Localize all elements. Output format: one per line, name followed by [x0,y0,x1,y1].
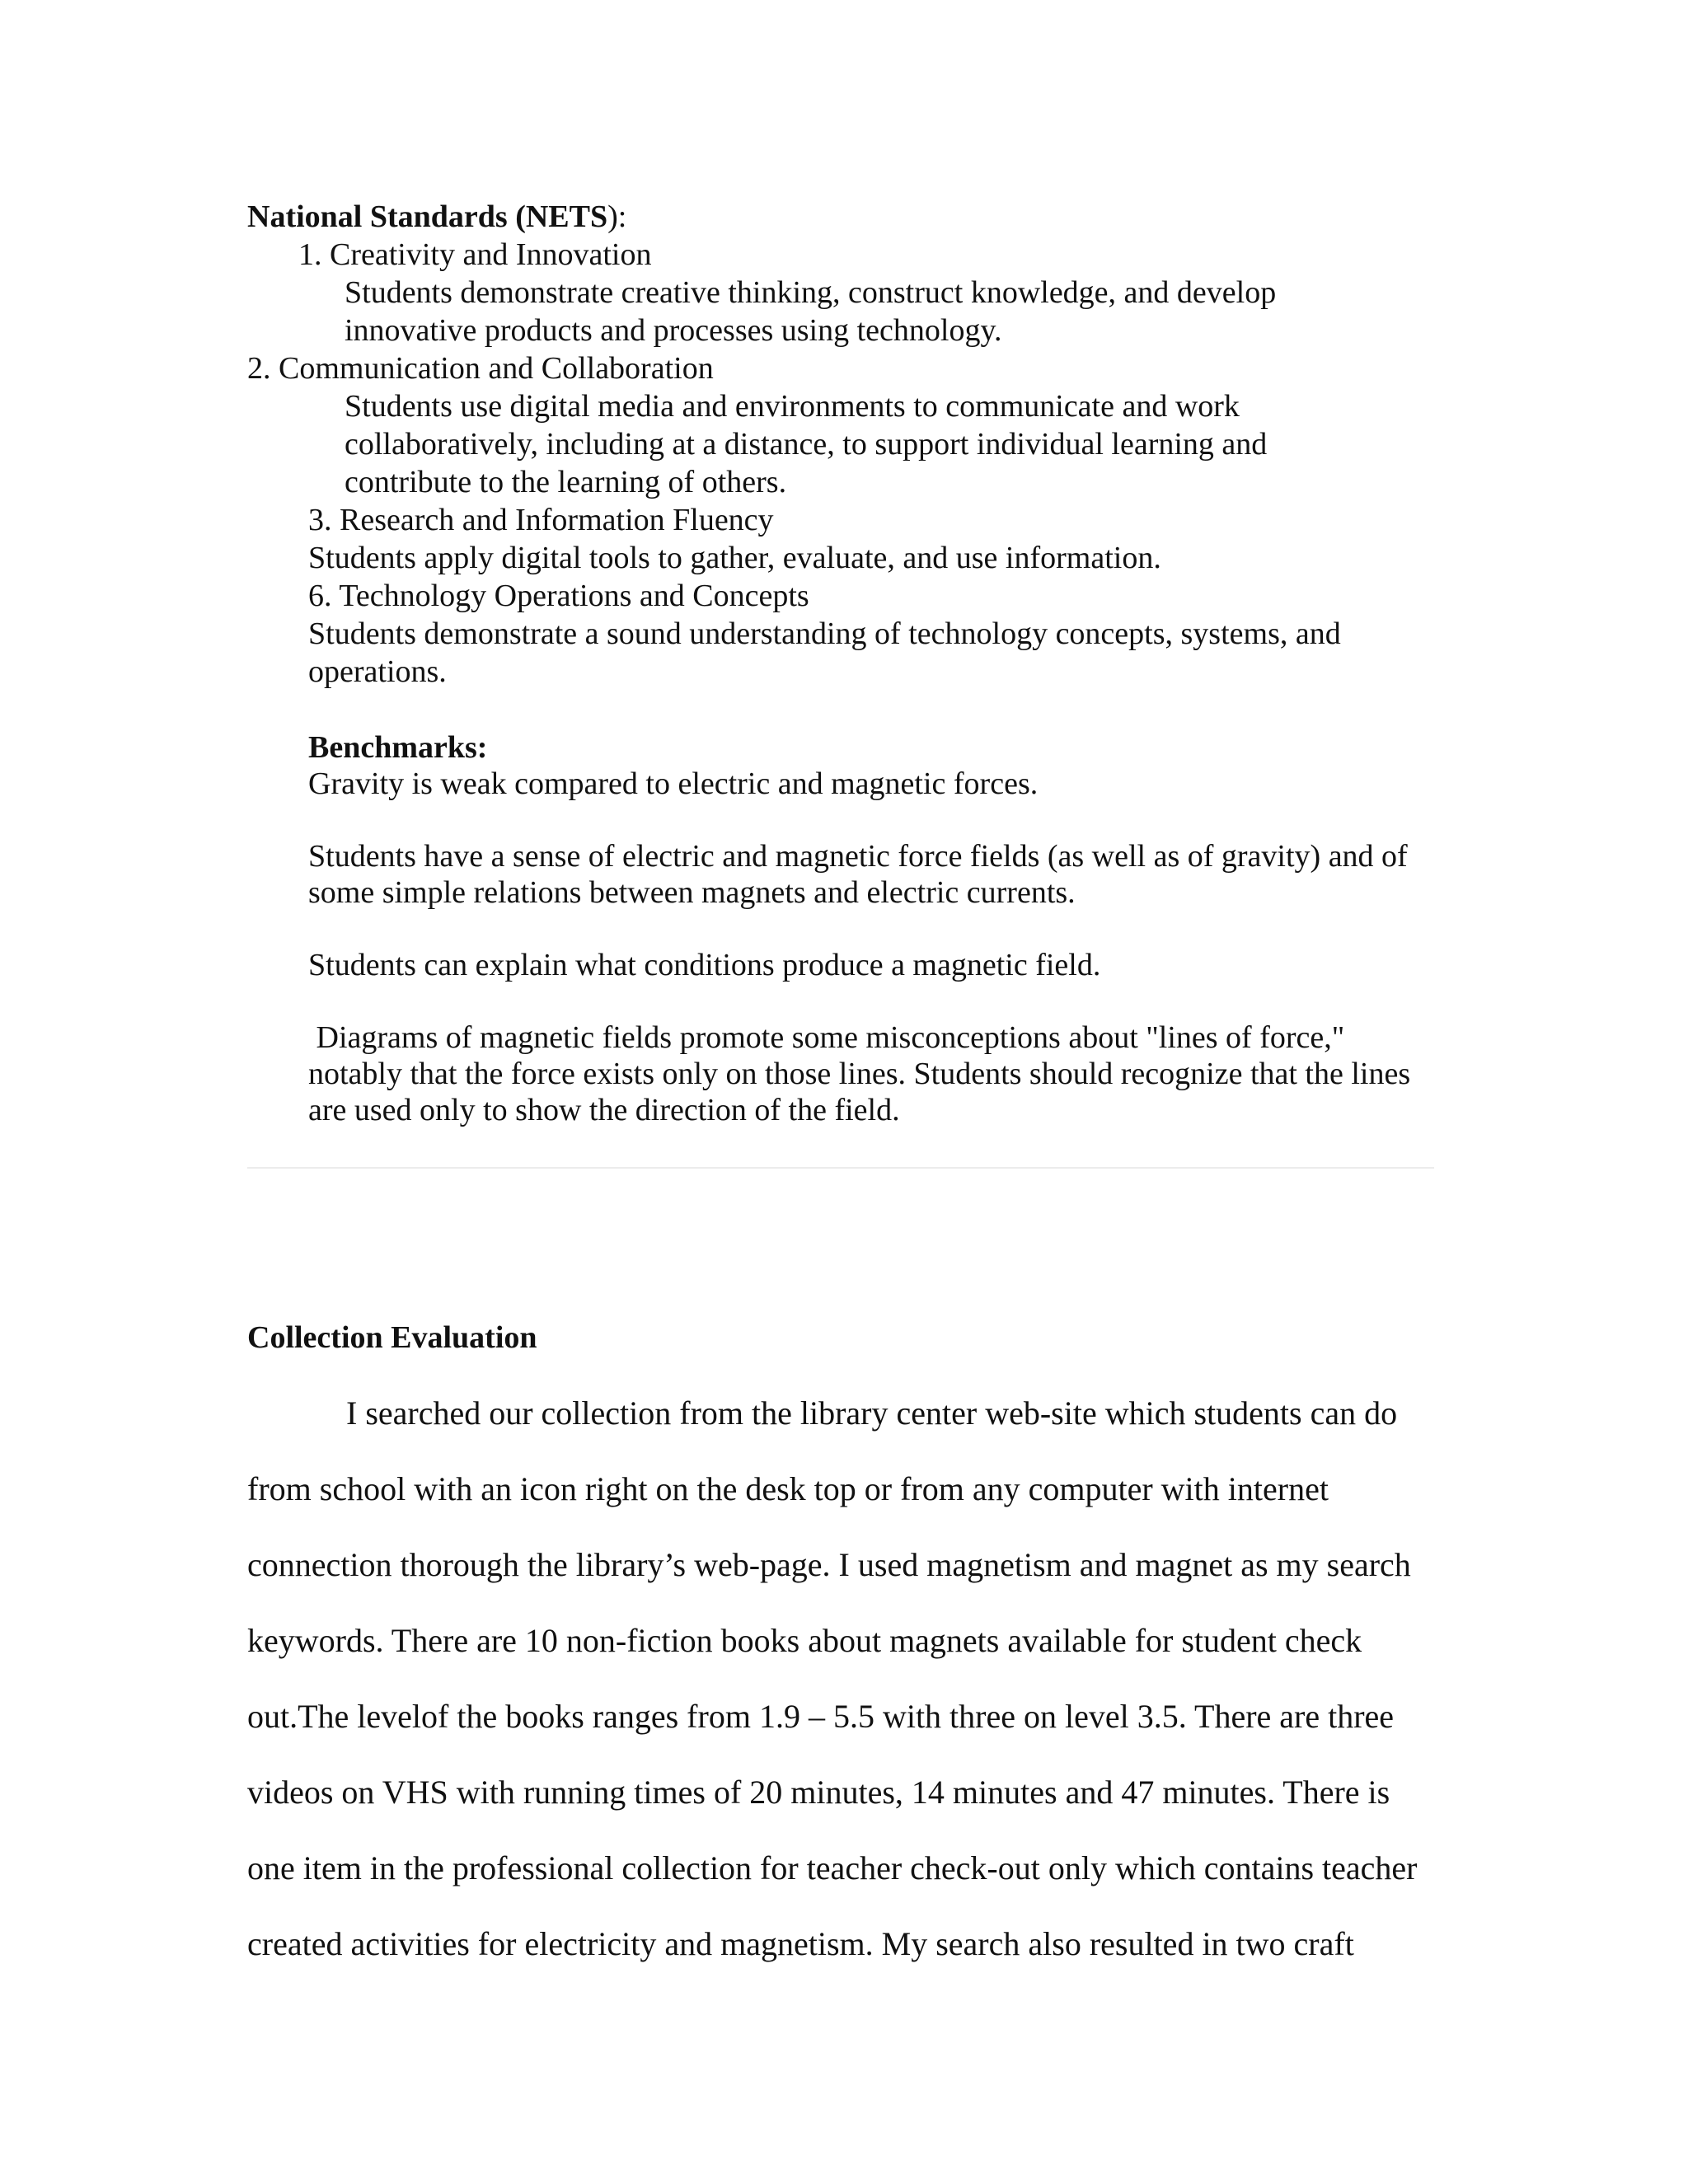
standards-heading-bold: National Standards (NETS [247,199,608,234]
benchmarks-heading: Benchmarks: [308,730,488,765]
benchmark-line: some simple relations between magnets and electric currents. [308,875,1076,910]
collection-line: from school with an icon right on the desk top or from any computer with internet [247,1470,1329,1507]
standard-title: 6. Technology Operations and Concepts [308,579,809,613]
collection-line: one item in the professional collection for teacher check-out only which contains teacher [247,1849,1418,1886]
standard-desc-line: operations. [308,654,447,689]
section-divider [247,1167,1434,1169]
collection-line: I searched our collection from the library center web-site which students can do [346,1394,1398,1432]
standards-heading [247,198,626,236]
standards-heading-tail: ): [607,199,627,234]
standard-desc-line: innovative products and processes using technology. [345,313,1002,348]
benchmark-line: Diagrams of magnetic fields promote some misconceptions about "lines of force," [308,1020,1345,1055]
benchmark-line: Gravity is weak compared to electric and magnetic forces. [308,766,1039,801]
collection-heading: Collection Evaluation [247,1320,537,1355]
benchmark-line: are used only to show the direction of the field. [308,1093,900,1127]
standard-desc-line: Students use digital media and environments to communicate and work [345,389,1240,424]
standard-desc-line: Students demonstrate a sound understanding of technology concepts, systems, and [308,616,1341,651]
standard-title: 2. Communication and Collaboration [247,351,714,386]
standard-desc-line: collaboratively, including at a distance, to support individual learning and [345,427,1268,462]
benchmark-line: notably that the force exists only on those lines. Students should recognize that the lines [308,1057,1411,1091]
collection-line: keywords. There are 10 non-fiction books about magnets available for student check [247,1622,1362,1659]
standard-desc-line: Students apply digital tools to gather, evaluate, and use information. [308,541,1161,575]
collection-line: created activities for electricity and magnetism. My search also resulted in two craft [247,1925,1354,1962]
benchmark-line: Students can explain what conditions produce a magnetic field. [308,948,1101,982]
benchmark-line: Students have a sense of electric and magnetic force fields (as well as of gravity) and of [308,839,1408,874]
standard-title: 3. Research and Information Fluency [308,503,774,537]
standard-desc-line: contribute to the learning of others. [345,465,787,499]
standard-title: 1. Creativity and Innovation [298,237,652,272]
collection-line: out.The levelof the books ranges from 1.9 – 5.5 with three on level 3.5. There are three [247,1698,1395,1735]
collection-line: videos on VHS with running times of 20 minutes, 14 minutes and 47 minutes. There is [247,1774,1390,1811]
collection-line: connection thorough the library’s web-page. I used magnetism and magnet as my search [247,1546,1411,1583]
standard-desc-line: Students demonstrate creative thinking, construct knowledge, and develop [345,275,1277,310]
